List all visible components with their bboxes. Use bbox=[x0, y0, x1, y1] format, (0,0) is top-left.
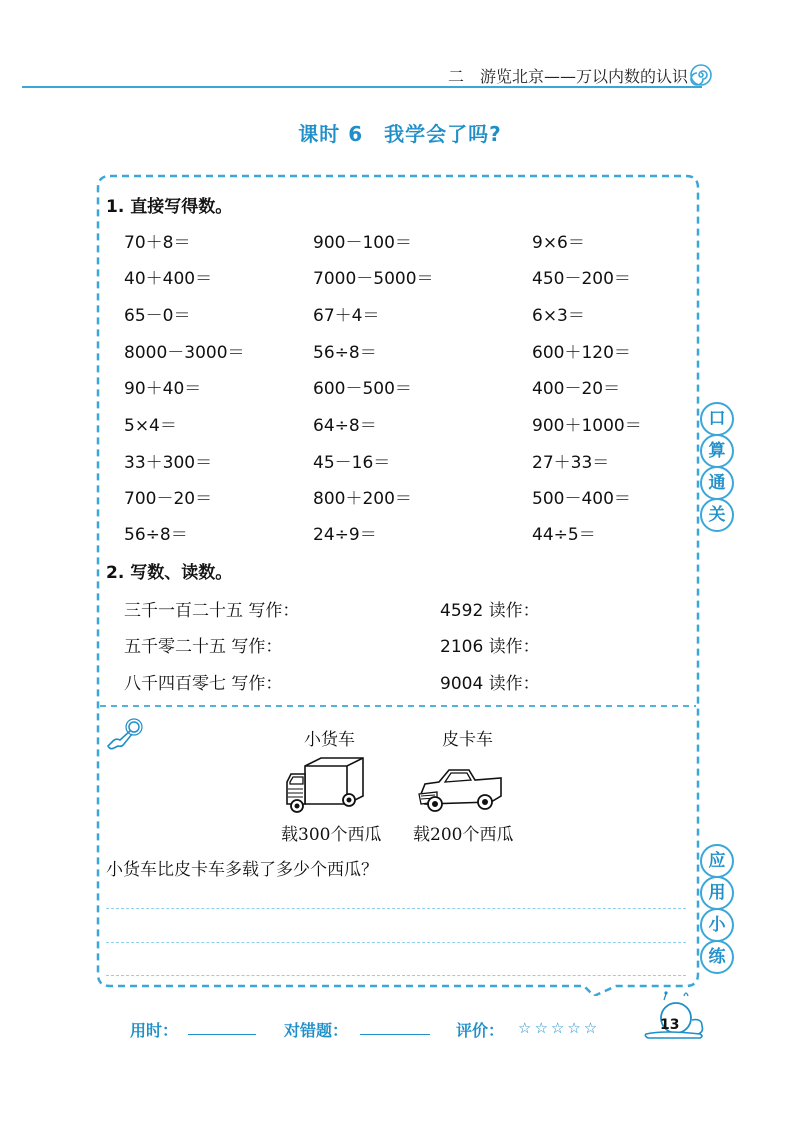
answer-line[interactable] bbox=[106, 942, 686, 943]
problem-item: 9×6＝ bbox=[532, 233, 585, 253]
side-tab-char: 小 bbox=[700, 908, 734, 942]
problem-item: 56÷8＝ bbox=[313, 343, 377, 363]
write-number-item: 八千四百零七 写作： bbox=[124, 674, 283, 694]
problem-item: 400－20＝ bbox=[532, 379, 621, 399]
problem-item: 45－16＝ bbox=[313, 453, 391, 473]
correct-blank[interactable] bbox=[360, 1034, 430, 1035]
problem-item: 90＋40＝ bbox=[124, 379, 202, 399]
page-number: 13 bbox=[660, 1017, 680, 1033]
rating-label: 评价： bbox=[456, 1021, 505, 1040]
read-number-item: 4592 读作： bbox=[440, 601, 540, 621]
problem-item: 6×3＝ bbox=[532, 306, 585, 326]
problem-item: 65－0＝ bbox=[124, 306, 191, 326]
side-tab-char: 练 bbox=[700, 940, 734, 974]
section1-title: 1. 直接写得数。 bbox=[106, 197, 233, 217]
problem-item: 600－500＝ bbox=[313, 379, 412, 399]
header-divider bbox=[22, 86, 702, 88]
write-number-item: 三千一百二十五 写作： bbox=[124, 601, 300, 621]
problem-item: 5×4＝ bbox=[124, 416, 177, 436]
problem-item: 56÷8＝ bbox=[124, 525, 188, 545]
application-question: 小货车比皮卡车多载了多少个西瓜？ bbox=[106, 860, 378, 880]
problem-item: 500－400＝ bbox=[532, 489, 631, 509]
problem-item: 900－100＝ bbox=[313, 233, 412, 253]
problem-item: 600＋120＝ bbox=[532, 343, 631, 363]
truck2-load: 载200个西瓜 bbox=[413, 825, 514, 845]
chapter-title: 二 游览北京——万以内数的认识 bbox=[447, 67, 688, 86]
problem-item: 27＋33＝ bbox=[532, 453, 610, 473]
spiral-icon bbox=[690, 64, 712, 86]
truck2-name: 皮卡车 bbox=[442, 730, 493, 750]
hand-pointer-icon bbox=[104, 718, 144, 752]
time-blank[interactable] bbox=[188, 1034, 256, 1035]
rating-stars[interactable]: ☆☆☆☆☆ bbox=[518, 1019, 601, 1037]
problem-item: 450－200＝ bbox=[532, 269, 631, 289]
problem-item: 900＋1000＝ bbox=[532, 416, 642, 436]
problem-item: 7000－5000＝ bbox=[313, 269, 434, 289]
problem-item: 44÷5＝ bbox=[532, 525, 596, 545]
section2-title: 2. 写数、读数。 bbox=[106, 563, 233, 583]
side-tab-char: 关 bbox=[700, 498, 734, 532]
lesson-title: 课时 6 我学会了吗? bbox=[298, 122, 502, 146]
side-tab-char: 算 bbox=[700, 434, 734, 468]
side-tab-char: 口 bbox=[700, 402, 734, 436]
read-number-item: 2106 读作： bbox=[440, 637, 540, 657]
problem-item: 800＋200＝ bbox=[313, 489, 412, 509]
time-label: 用时： bbox=[130, 1021, 179, 1040]
problem-item: 700－20＝ bbox=[124, 489, 213, 509]
side-tab-char: 通 bbox=[700, 466, 734, 500]
problem-item: 64÷8＝ bbox=[313, 416, 377, 436]
read-number-item: 9004 读作： bbox=[440, 674, 540, 694]
correct-label: 对错题： bbox=[284, 1021, 349, 1040]
side-tab-char: 应 bbox=[700, 844, 734, 878]
problem-item: 24÷9＝ bbox=[313, 525, 377, 545]
problem-item: 67＋4＝ bbox=[313, 306, 380, 326]
pickup-truck-icon bbox=[415, 764, 505, 816]
snail-icon bbox=[644, 990, 708, 1042]
problem-item: 40＋400＝ bbox=[124, 269, 213, 289]
truck1-name: 小货车 bbox=[304, 730, 355, 750]
write-number-item: 五千零二十五 写作： bbox=[124, 637, 283, 657]
truck1-load: 载300个西瓜 bbox=[281, 825, 382, 845]
answer-line[interactable] bbox=[106, 975, 686, 976]
problem-item: 70＋8＝ bbox=[124, 233, 191, 253]
answer-line[interactable] bbox=[106, 908, 686, 909]
problem-item: 8000－3000＝ bbox=[124, 343, 245, 363]
box-truck-icon bbox=[283, 756, 365, 816]
problem-item: 33＋300＝ bbox=[124, 453, 213, 473]
side-tab-char: 用 bbox=[700, 876, 734, 910]
